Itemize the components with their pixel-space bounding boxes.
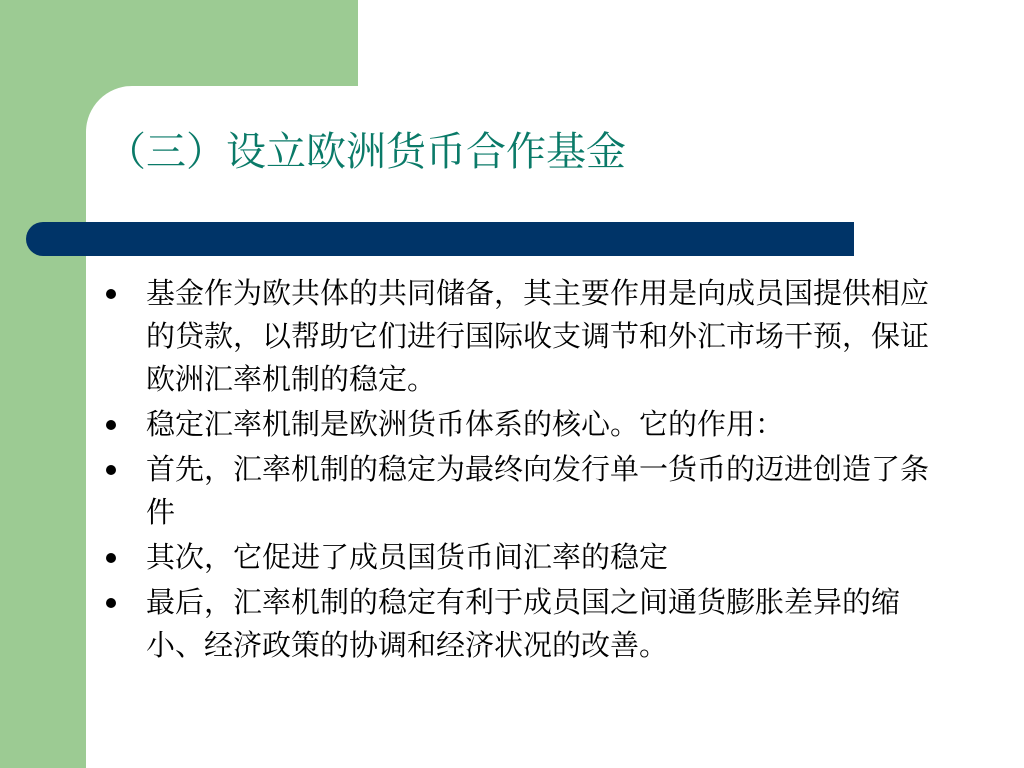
- bullet-text: 基金作为欧共体的共同储备，其主要作用是向成员国提供相应的贷款，以帮助它们进行国际收支调节和外汇市场干预，保证欧洲汇率机制的稳定。: [146, 276, 930, 396]
- bullet-item: [103, 581, 943, 667]
- title-underline-bar: [26, 222, 854, 256]
- bullet-dot-icon: [106, 420, 116, 430]
- bullet-list: [103, 272, 943, 669]
- bullet-dot-icon: [106, 289, 116, 299]
- bullet-item: [103, 536, 943, 579]
- bullet-dot-icon: [106, 598, 116, 608]
- slide-title: （三）设立欧洲货币合作基金: [106, 129, 626, 175]
- bullet-dot-icon: [106, 553, 116, 563]
- bullet-item: [103, 403, 943, 446]
- bullet-text: 最后，汇率机制的稳定有利于成员国之间通货膨胀差异的缩小、经济政策的协调和经济状况的改善。: [146, 585, 901, 662]
- bullet-text: 稳定汇率机制是欧洲货币体系的核心。它的作用：: [146, 407, 785, 441]
- bullet-item: [103, 272, 943, 401]
- bullet-text: 首先，汇率机制的稳定为最终向发行单一货币的迈进创造了条件: [146, 452, 930, 529]
- bullet-text: 其次，它促进了成员国货币间汇率的稳定: [146, 540, 669, 574]
- bullet-item: [103, 448, 943, 534]
- bullet-dot-icon: [106, 465, 116, 475]
